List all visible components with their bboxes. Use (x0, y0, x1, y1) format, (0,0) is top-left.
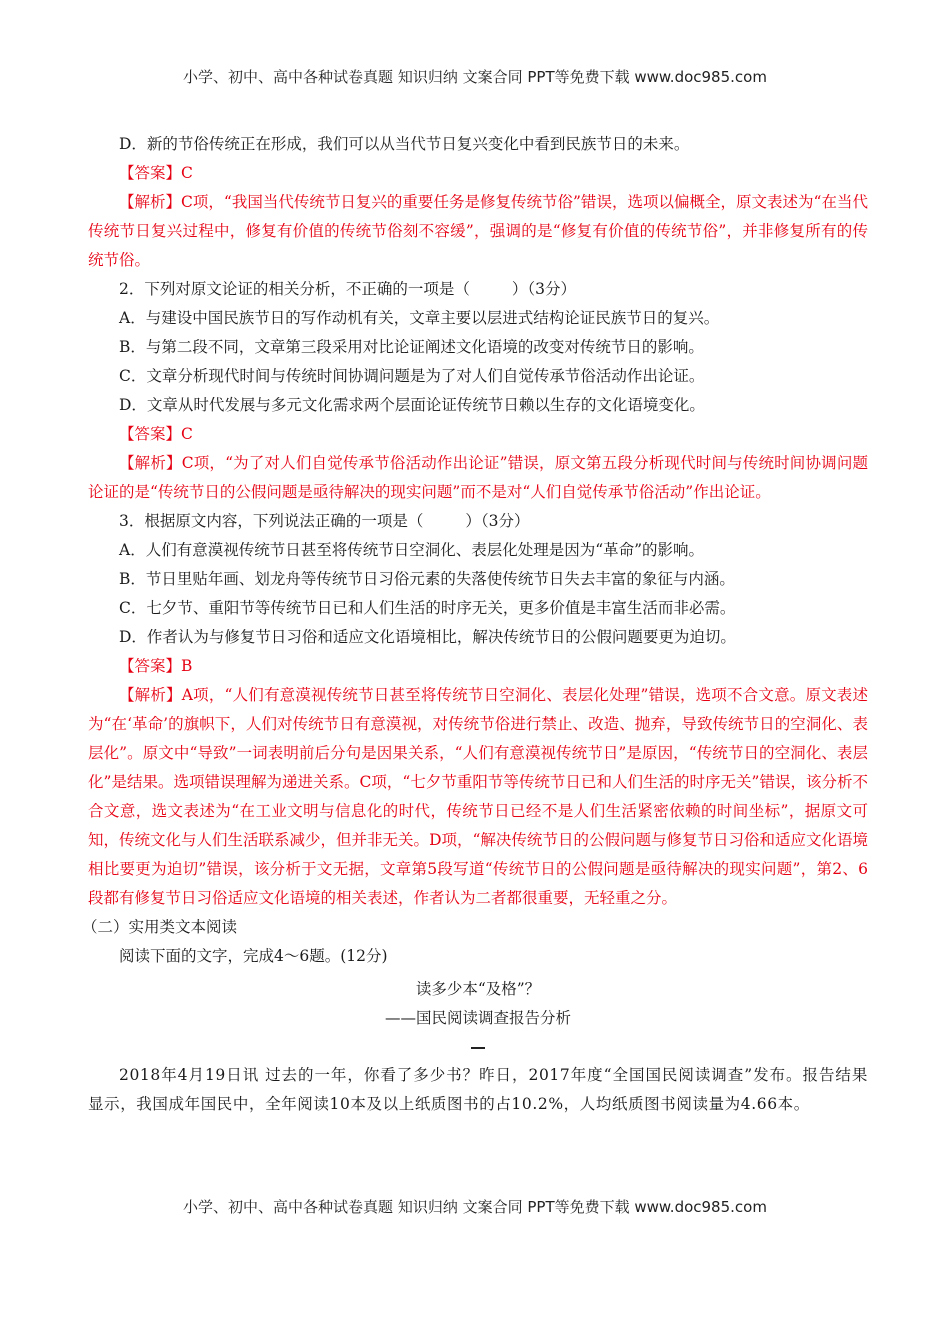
q2-analysis: 【解析】C项，“为了对人们自觉传承节俗活动作出论证”错误，原文第五段分析现代时间与传统时间协调问题论证的是“传统节日的公假问题是亟待解决的现实问题”而不是对“人们自觉传承节俗活动”作出论证。 (88, 454, 868, 501)
q2-option-c: C．文章分析现代时间与传统时间协调问题是为了对人们自觉传承节俗活动作出论证。 (119, 367, 705, 385)
q2-answer: 【答案】C (119, 425, 193, 443)
article-title: 读多少本“及格”？ (415, 980, 541, 998)
article-subtitle: ——国民阅读调查报告分析 (384, 1009, 571, 1027)
part-number (471, 1047, 485, 1049)
q3-stem-prefix: 3．根据原文内容，下列说法正确的一项是（ (119, 512, 424, 530)
header-banner: 小学、初中、高中各种试卷真题 知识归纳 文案合同 PPT等免费下载 www.doc985.com (183, 68, 767, 86)
q1-analysis: 【解析】C项，“我国当代传统节日复兴的重要任务是修复传统节俗”错误，选项以偏概全，原文表述为“在当代传统节日复兴过程中，修复有价值的传统节俗刻不容缓”，强调的是“修复有价值的传统节俗”，并非修复所有的传统节俗。 (88, 193, 868, 269)
q3-option-c: C．七夕节、重阳节等传统节日已和人们生活的时序无关，更多价值是丰富生活而非必需。 (119, 599, 736, 617)
q2-stem-prefix: 2．下列对原文论证的相关分析，不正确的一项是（ (119, 280, 470, 298)
document-body (82, 130, 868, 1119)
q3-option-a: A．人们有意漠视传统节日甚至将传统节日空洞化、表层化处理是因为“革命”的影响。 (119, 541, 705, 559)
q1-option-d: D．新的节俗传统正在形成，我们可以从当代节日复兴变化中看到民族节日的未来。 (119, 135, 690, 153)
q3-analysis: 【解析】A项，“人们有意漠视传统节日甚至将传统节日空洞化、表层化处理”错误，选项不合文意。原文表述为“在‘革命’的旗帜下，人们对传统节日有意漠视，对传统节俗进行禁止、改造、抛弃，导致传统节日的空洞化、表层化”。原文中“导致”一词表明前后分句是因果关系，“人们有意漠视传统节日”是原因，“传统节日的空洞化、表层化”是结果。选项错误理解为递进关系。C项，“七夕节重阳节等传统节日已和人们生活的时序无关”错误，该分析不合文意，选文表述为“在工业文明与信息化的时代，传统节日已经不是人们生活紧密依赖的时间坐标”，据原文可知，传统文化与人们生活联系减少，但并非无关。D项，“解决传统节日的公假问题与修复节日习俗和适应文化语境相比要更为迫切”错误，该分析于文无据，文章第5段写道“传统节日的公假问题是亟待解决的现实问题”，第2、6段都有修复节日习俗适应文化语境的相关表述，作者认为二者都很重要，无轻重之分。 (88, 686, 868, 907)
footer-banner: 小学、初中、高中各种试卷真题 知识归纳 文案合同 PPT等免费下载 www.doc985.com (183, 1198, 767, 1216)
q2-option-d: D．文章从时代发展与多元文化需求两个层面论证传统节日赖以生存的文化语境变化。 (119, 396, 705, 414)
section-instruction: 阅读下面的文字，完成4～6题。(12分) (119, 947, 388, 965)
q3-option-d: D．作者认为与修复节日习俗和适应文化语境相比，解决传统节日的公假问题要更为迫切。 (119, 628, 736, 646)
section-heading: （二）实用类文本阅读 (82, 918, 238, 936)
q3-stem (88, 507, 868, 536)
q3-stem-suffix: ）（3分） (465, 512, 530, 530)
q1-answer: 【答案】C (119, 164, 193, 182)
q2-stem-suffix: ）（3分） (511, 280, 576, 298)
q3-answer: 【答案】B (119, 657, 193, 675)
article-paragraph: 2018年4月19日讯 过去的一年，你看了多少书？昨日，2017年度“全国国民阅读调查”发布。报告结果显示，我国成年国民中，全年阅读10本及以上纸质图书的占10.2%，人均纸质图书阅读量为4.66本。 (88, 1066, 868, 1113)
q3-option-b: B．节日里贴年画、划龙舟等传统节日习俗元素的失落使传统节日失去丰富的象征与内涵。 (119, 570, 735, 588)
q2-option-b: B．与第二段不同，文章第三段采用对比论证阐述文化语境的改变对传统节日的影响。 (119, 338, 704, 356)
q2-stem (88, 275, 868, 304)
q2-option-a: A．与建设中国民族节日的写作动机有关，文章主要以层进式结构论证民族节日的复兴。 (119, 309, 720, 327)
